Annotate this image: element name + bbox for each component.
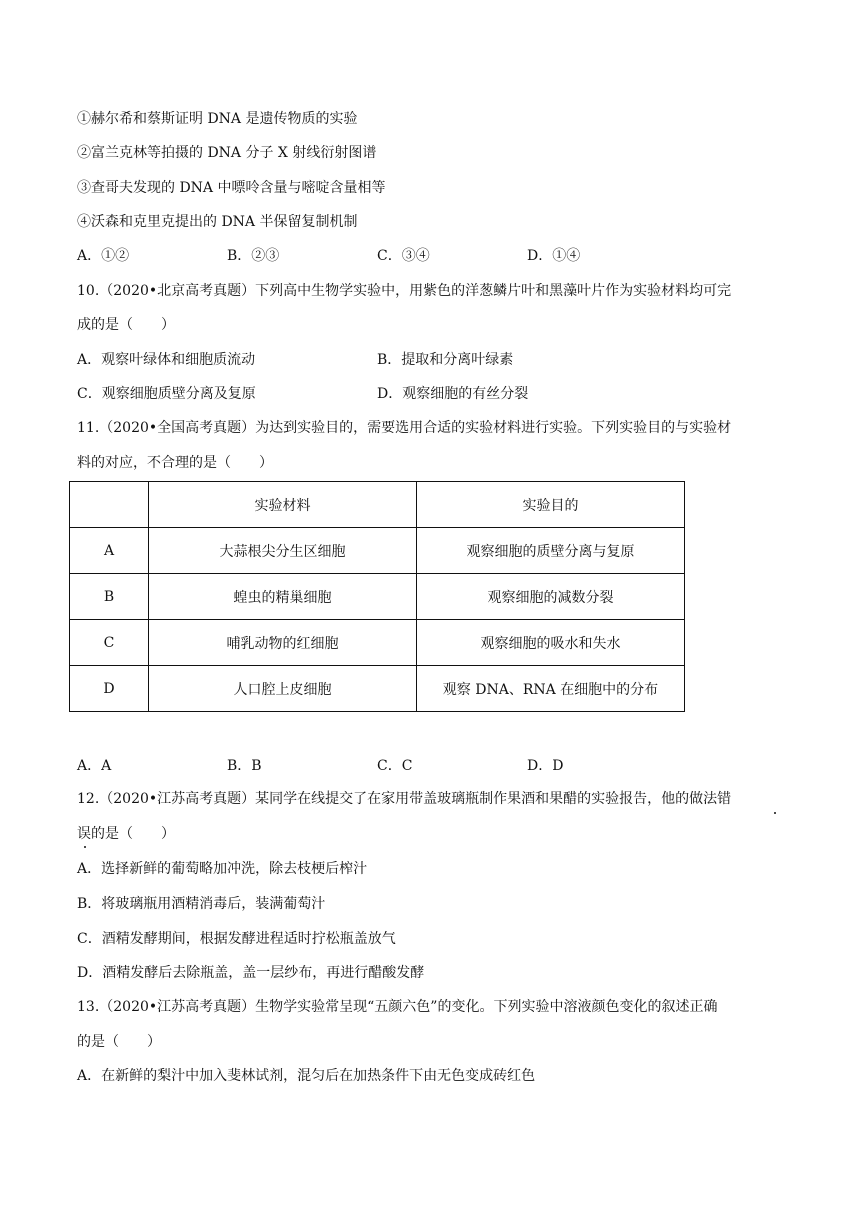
q10-option-b: B．提取和分离叶绿素	[377, 352, 514, 368]
table-row	[70, 528, 685, 574]
table-cell: 观察 DNA、RNA 在细胞中的分布	[417, 666, 685, 712]
q11-option-d: D．D	[527, 758, 564, 774]
q9-item-2: ②富兰克林等拍摄的 DNA 分子 X 射线衍射图谱	[77, 145, 377, 161]
table-row	[70, 574, 685, 620]
table-row	[70, 620, 685, 666]
q10-options-row1	[77, 350, 777, 370]
q9-option-d: D．①④	[527, 248, 581, 264]
q10-stem-line2: 成的是（ ）	[77, 317, 175, 333]
q13-stem-line1: 13.（2020•江苏高考真题）生物学实验常呈现“五颜六色”的变化。下列实验中溶液颜色变化的叙述正确	[77, 999, 718, 1015]
emphasis-dot	[84, 846, 86, 848]
q12-option-a: A．选择新鲜的葡萄略加冲洗，除去枝梗后榨汁	[77, 861, 368, 877]
q12-option-b: B．将玻璃瓶用酒精消毒后，装满葡萄汁	[77, 896, 326, 912]
q9-option-a: A．①②	[77, 248, 130, 264]
table-cell: 观察细胞的减数分裂	[417, 574, 685, 620]
q11-option-b: B．B	[227, 758, 262, 774]
q9-option-c: C．③④	[377, 248, 430, 264]
q11-option-a: A．A	[77, 758, 112, 774]
q11-stem-line2: 料的对应，不合理的是（ ）	[77, 455, 273, 471]
table-header-cell: 实验材料	[149, 482, 417, 528]
q12-stem-line1: 12.（2020•江苏高考真题）某同学在线提交了在家用带盖玻璃瓶制作果酒和果醋的实验报告，他的做法错	[77, 791, 732, 807]
q11-options	[77, 756, 777, 776]
table-cell: 人口腔上皮细胞	[149, 666, 417, 712]
q9-item-4: ④沃森和克里克提出的 DNA 半保留复制机制	[77, 214, 358, 230]
q10-options-row2	[77, 384, 777, 404]
q11-stem-line1: 11.（2020•全国高考真题）为达到实验目的，需要选用合适的实验材料进行实验。下列实验目的与实验材	[77, 420, 732, 436]
q12-option-c: C．酒精发酵期间，根据发酵进程适时拧松瓶盖放气	[77, 931, 396, 947]
q12-option-d: D．酒精发酵后去除瓶盖，盖一层纱布，再进行醋酸发酵	[77, 965, 425, 981]
table-header-row	[70, 482, 685, 528]
emphasis-dot	[774, 812, 776, 814]
q12-stem-line2: 误的是（ ）	[77, 826, 175, 842]
q10-option-c: C．观察细胞质壁分离及复原	[77, 386, 256, 402]
q10-stem-line1: 10.（2020•北京高考真题）下列高中生物学实验中，用紫色的洋葱鳞片叶和黑藻叶片作为实验材料均可完	[77, 283, 732, 299]
q9-options	[77, 246, 777, 266]
q9-option-b: B．②③	[227, 248, 280, 264]
q13-stem-line2: 的是（ ）	[77, 1034, 161, 1050]
table-cell: B	[70, 574, 149, 620]
table-cell: A	[70, 528, 149, 574]
q11-option-c: C．C	[377, 758, 413, 774]
q13-option-a: A．在新鲜的梨汁中加入斐林试剂，混匀后在加热条件下由无色变成砖红色	[77, 1068, 536, 1084]
table-cell: 蝗虫的精巢细胞	[149, 574, 417, 620]
q9-item-3: ③查哥夫发现的 DNA 中嘌呤含量与嘧啶含量相等	[77, 180, 386, 196]
q10-option-d: D．观察细胞的有丝分裂	[377, 386, 529, 402]
table-cell: 观察细胞的质壁分离与复原	[417, 528, 685, 574]
q9-item-1: ①赫尔希和蔡斯证明 DNA 是遗传物质的实验	[77, 111, 358, 127]
table-header-cell: 实验目的	[417, 482, 685, 528]
table-header-cell	[70, 482, 149, 528]
q11-table	[69, 481, 685, 712]
table-cell: 观察细胞的吸水和失水	[417, 620, 685, 666]
table-cell: 哺乳动物的红细胞	[149, 620, 417, 666]
table-row	[70, 666, 685, 712]
table-cell: D	[70, 666, 149, 712]
q10-option-a: A．观察叶绿体和细胞质流动	[77, 352, 256, 368]
table-cell: C	[70, 620, 149, 666]
table-cell: 大蒜根尖分生区细胞	[149, 528, 417, 574]
